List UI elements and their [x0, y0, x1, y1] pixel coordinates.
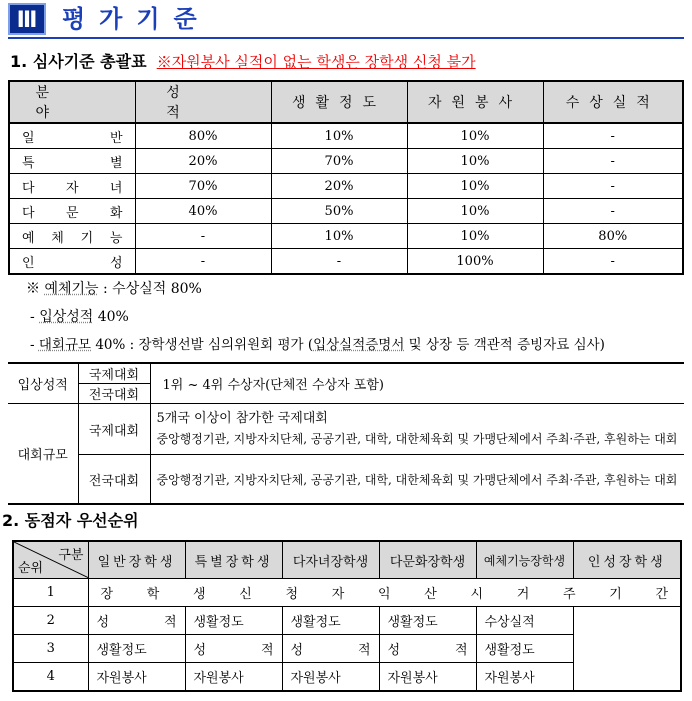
col-header: 자원봉사 [407, 81, 543, 123]
value-cell: 40% [135, 199, 271, 224]
award-desc: 1위 ~ 4위 수상자(단체전 수상자 포함) [150, 363, 684, 404]
empty-cell [573, 635, 681, 663]
rank-cell: 4 [13, 663, 88, 692]
corner-bottom: 순위 [18, 561, 44, 576]
col-header: 인성장학생 [573, 541, 681, 579]
value-cell: 20% [271, 174, 407, 199]
value-cell: - [543, 249, 683, 275]
category-cell: 특 별 [9, 149, 135, 174]
tiebreak-table [12, 540, 682, 692]
criterion-cell: 성 적 [185, 635, 282, 663]
criterion-cell: 자원봉사 [282, 663, 379, 692]
col-header: 분야 [9, 81, 135, 123]
category-cell: 예 체 기 능 [9, 224, 135, 249]
col-header: 다자녀장학생 [282, 541, 379, 579]
section-header [8, 3, 684, 37]
rank-cell: 2 [13, 607, 88, 635]
criterion-cell: 생활정도 [88, 635, 185, 663]
page-title: 평가기준 [62, 5, 211, 33]
col-header: 생활정도 [271, 81, 407, 123]
section1-title: 1. 심사기준 총괄표 [10, 52, 147, 71]
criterion-cell: 생활정도 [476, 635, 573, 663]
value-cell: - [543, 199, 683, 224]
table-row [13, 635, 681, 663]
value-cell: 50% [271, 199, 407, 224]
note-term: 대회규모 [38, 337, 92, 353]
note-line-2 [30, 306, 129, 326]
criterion-cell: 성 적 [282, 635, 379, 663]
sub-label: 국제대회 [78, 404, 150, 455]
note-text: 40% : 장학생선발 심의위원회 평가 ( [91, 337, 314, 353]
row-label: 대회규모 [8, 404, 78, 505]
criterion-cell: 생활정도 [282, 607, 379, 635]
category-cell: 다 자 녀 [9, 174, 135, 199]
criterion-cell: 생활정도 [379, 607, 476, 635]
note-marker: ※ [26, 281, 45, 297]
category-cell: 일 반 [9, 123, 135, 149]
table-row [8, 404, 684, 455]
criterion-cell: 성 적 [88, 607, 185, 635]
rank-cell: 3 [13, 635, 88, 663]
sub-label: 국제대회 [78, 363, 150, 384]
col-header: 예체기능장학생 [476, 541, 573, 579]
value-cell: 20% [135, 149, 271, 174]
col-header: 특별장학생 [185, 541, 282, 579]
note-text: 및 상장 등 객관적 증빙자료 심사) [404, 337, 605, 353]
value-cell: - [135, 224, 271, 249]
corner-cell [13, 541, 88, 579]
note-term: 입상실적증명서 [313, 337, 405, 353]
rank1-criterion: 장 학 생 신 청 자 익 산 시 거 주 기 간 [88, 579, 681, 607]
criterion-cell: 자원봉사 [185, 663, 282, 692]
sub-label: 전국대회 [78, 455, 150, 505]
value-cell: 10% [407, 199, 543, 224]
col-header: 일반장학생 [88, 541, 185, 579]
table-row [9, 224, 683, 249]
value-cell: - [543, 123, 683, 149]
category-cell: 다 문 화 [9, 199, 135, 224]
value-cell: - [271, 249, 407, 275]
criterion-cell: 생활정도 [185, 607, 282, 635]
table-header-row [9, 81, 683, 123]
note-line-3 [30, 333, 605, 353]
intl-desc-line-2: 중앙행정기관, 지방자치단체, 공공기관, 대학, 대한체육회 및 가맹단체에서 주최·주관, 후원하는 대회 [156, 432, 678, 446]
value-cell: 10% [271, 224, 407, 249]
note-marker: - [30, 337, 39, 353]
criterion-cell: 자원봉사 [476, 663, 573, 692]
note-text: : 수상실적 80% [98, 281, 202, 297]
table-row [13, 663, 681, 692]
intl-desc [150, 404, 684, 455]
value-cell: 10% [271, 123, 407, 149]
table-row [9, 123, 683, 149]
header-underline [8, 37, 684, 39]
category-cell: 인 성 [9, 249, 135, 275]
row-label: 입상성적 [8, 363, 78, 404]
note-term: 예체기능 [44, 281, 99, 297]
table-row [9, 174, 683, 199]
table-row [8, 363, 684, 384]
empty-cell [573, 663, 681, 692]
value-cell: 80% [135, 123, 271, 149]
value-cell: 70% [271, 149, 407, 174]
value-cell: 100% [407, 249, 543, 275]
col-header: 성적 [135, 81, 271, 123]
section1-heading [10, 49, 476, 72]
note-text: 40% [93, 309, 129, 325]
warning-text: ※자원봉사 실적이 없는 학생은 장학생 신청 불가 [156, 53, 476, 71]
criterion-cell: 자원봉사 [379, 663, 476, 692]
table-header-row [13, 541, 681, 579]
table-row [13, 579, 681, 607]
section2-title: 2. 동점자 우선순위 [2, 511, 139, 530]
col-header: 다문화장학생 [379, 541, 476, 579]
table-row [13, 607, 681, 635]
rank-cell: 1 [13, 579, 88, 607]
note-term: 입상성적 [39, 309, 94, 325]
table-row [9, 199, 683, 224]
intl-desc-line-1: 5개국 이상이 참가한 국제대회 [156, 411, 328, 426]
criteria-detail-table [8, 362, 684, 505]
sub-label: 전국대회 [78, 384, 150, 404]
section-number: Ⅲ [8, 3, 46, 35]
value-cell: 10% [407, 149, 543, 174]
value-cell: - [543, 174, 683, 199]
criterion-cell: 성 적 [379, 635, 476, 663]
value-cell: 70% [135, 174, 271, 199]
natl-desc: 중앙행정기관, 지방자치단체, 공공기관, 대학, 대한체육회 및 가맹단체에서 주최·주관, 후원하는 대회 [150, 455, 684, 505]
value-cell: 80% [543, 224, 683, 249]
value-cell: - [543, 149, 683, 174]
criterion-cell: 자원봉사 [88, 663, 185, 692]
value-cell: 10% [407, 123, 543, 149]
table-row [9, 249, 683, 275]
value-cell: 10% [407, 174, 543, 199]
value-cell: 10% [407, 224, 543, 249]
empty-cell [573, 607, 681, 635]
table-row [8, 455, 684, 505]
note-line-1 [26, 278, 202, 298]
criteria-summary-table [8, 80, 684, 275]
value-cell: - [135, 249, 271, 275]
table-row [9, 149, 683, 174]
corner-top: 구분 [58, 548, 84, 563]
criterion-cell: 수상실적 [476, 607, 573, 635]
note-marker: - [30, 309, 40, 325]
col-header: 수상실적 [543, 81, 683, 123]
